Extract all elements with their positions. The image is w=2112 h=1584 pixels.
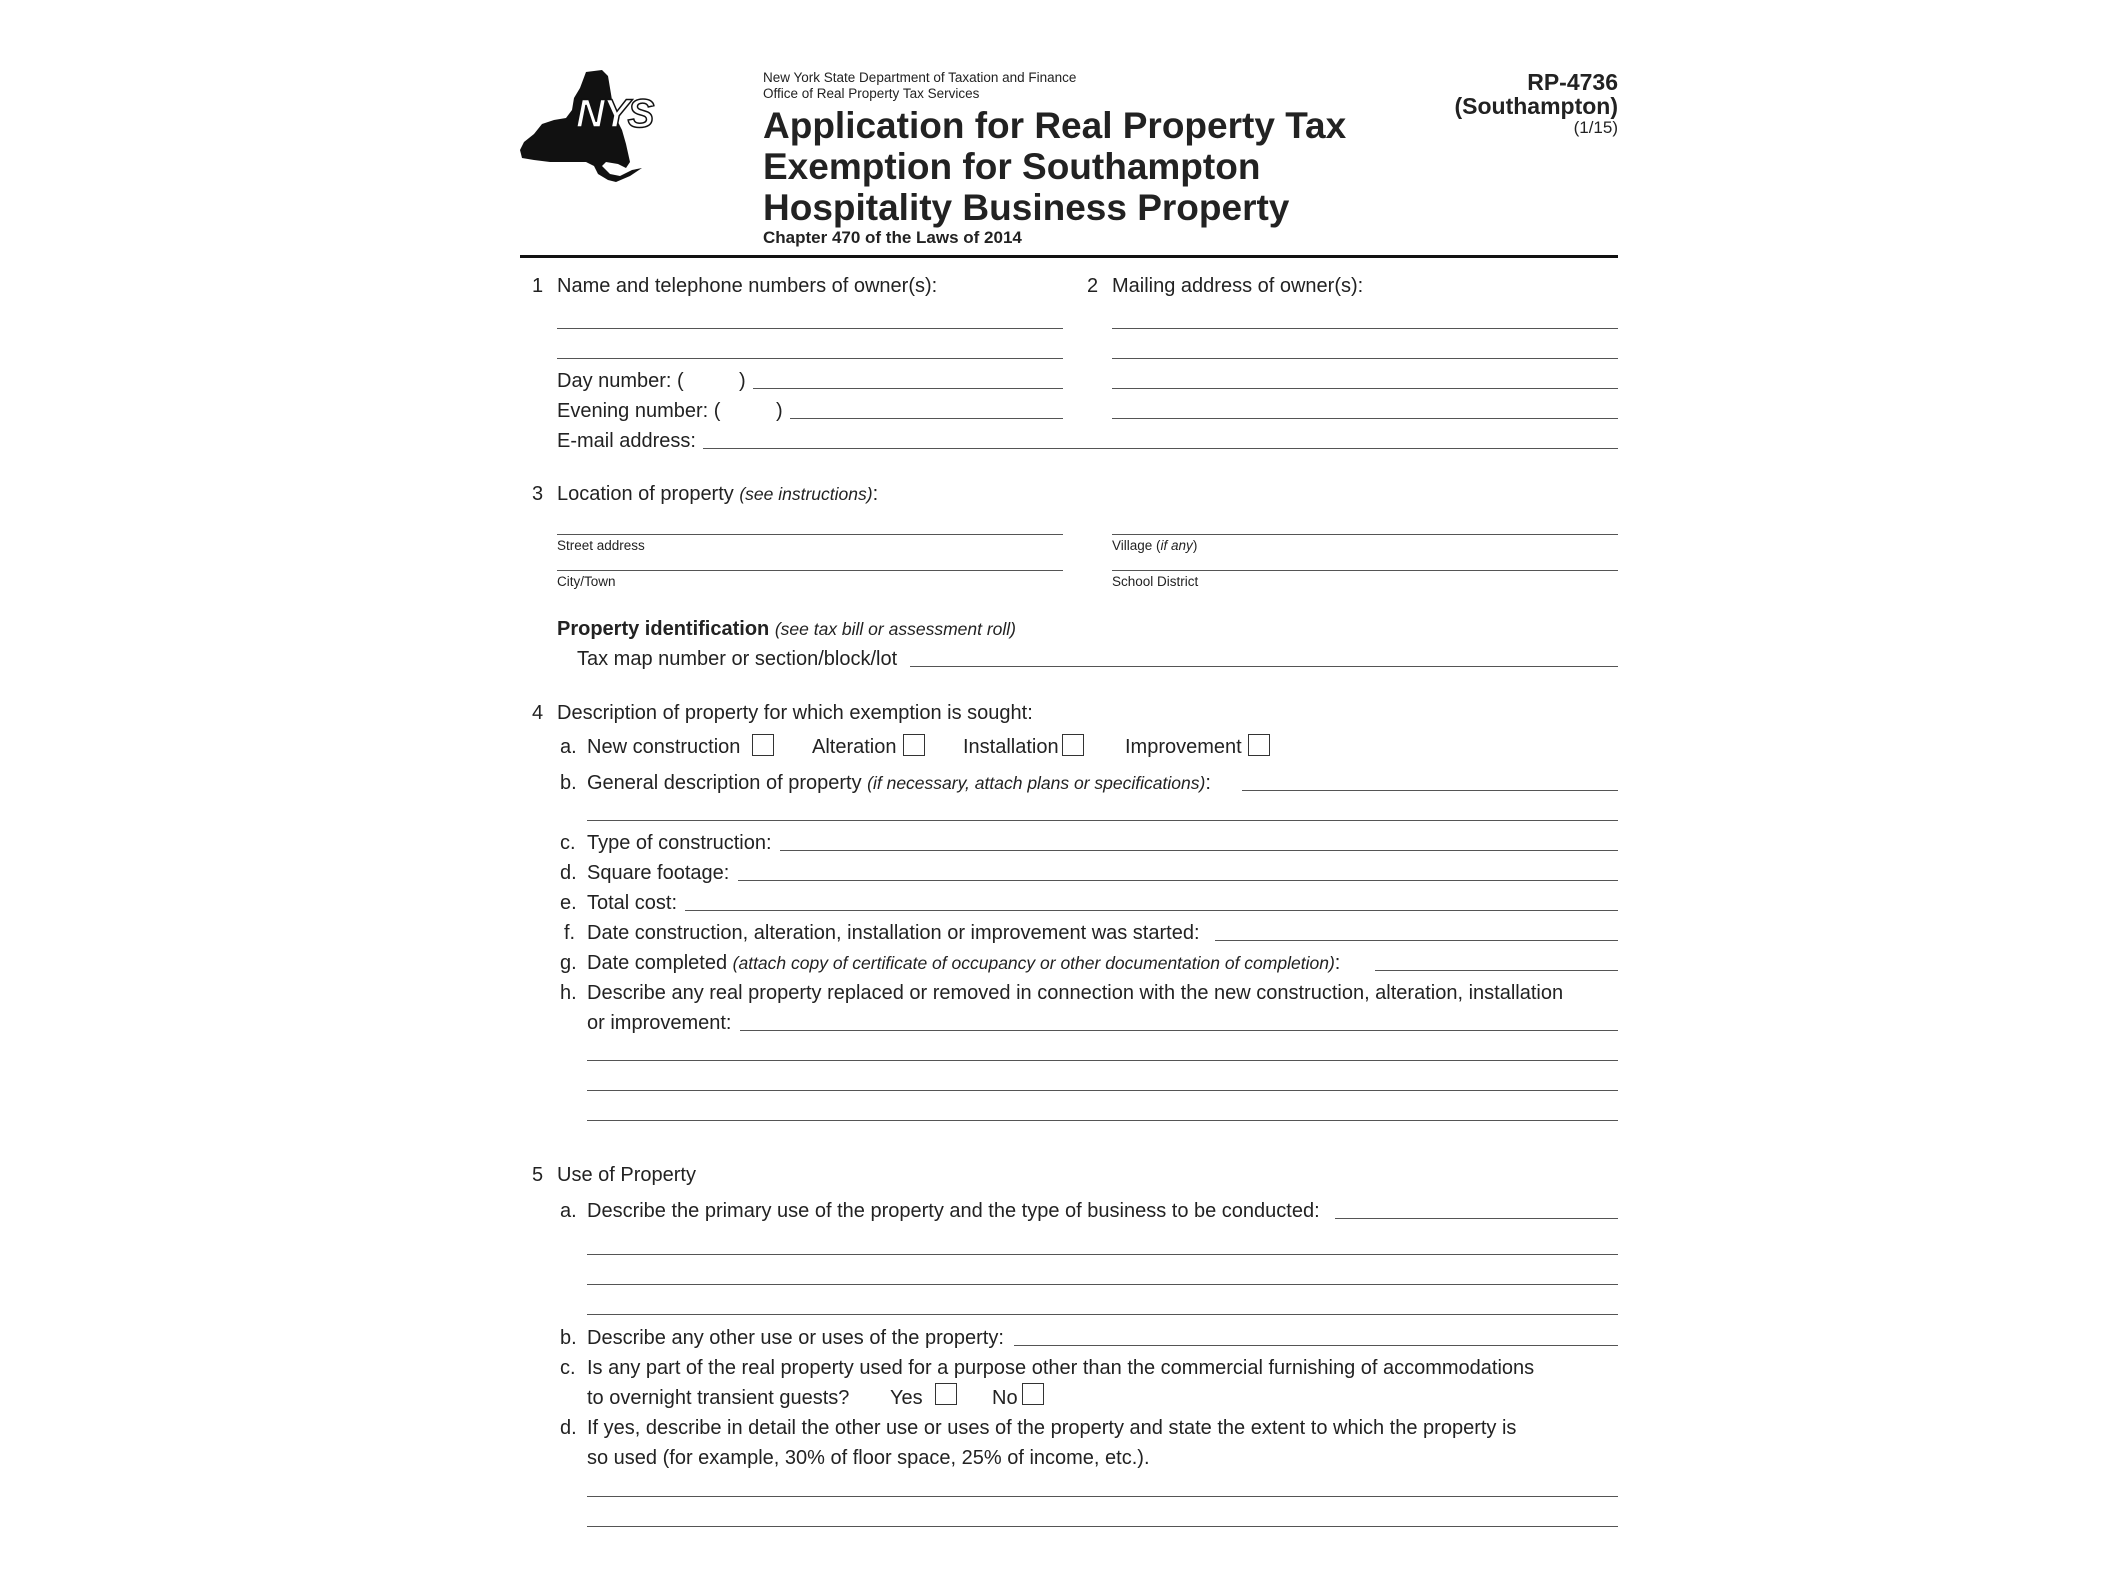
item-4d-letter: d. (560, 862, 577, 884)
date-started-field[interactable] (1215, 940, 1618, 941)
square-footage-field[interactable] (738, 880, 1618, 881)
type-of-construction-field[interactable] (780, 850, 1618, 851)
no-checkbox[interactable] (1022, 1383, 1044, 1405)
form-date: (1/15) (1573, 118, 1618, 137)
tax-map-label: Tax map number or section/block/lot (577, 648, 898, 670)
evening-number-close: ) (776, 400, 783, 422)
school-district-field[interactable] (1112, 570, 1618, 571)
total-cost-field[interactable] (685, 910, 1618, 911)
evening-number-label: Evening number: ( (557, 400, 721, 422)
day-number-field[interactable] (753, 388, 1063, 389)
mailing-address-field-3[interactable] (1112, 388, 1618, 389)
section-3-label: Location of property (see instructions): (557, 483, 879, 505)
form-number: RP-4736 (1527, 69, 1618, 95)
evening-number-field[interactable] (790, 418, 1063, 419)
dept-line-1: New York State Department of Taxation and Finance (763, 70, 1077, 85)
email-field[interactable] (703, 448, 1618, 449)
street-address-field[interactable] (557, 534, 1063, 535)
item-4b-label: General description of property (if necessary, attach plans or specifications): (587, 772, 1211, 794)
section-4-label: Description of property for which exemption is sought: (557, 702, 1033, 724)
property-identification-heading: Property identification (see tax bill or assessment roll) (557, 618, 1017, 640)
tax-map-field[interactable] (910, 666, 1618, 667)
alteration-checkbox[interactable] (903, 734, 925, 756)
mailing-address-field-1[interactable] (1112, 328, 1618, 329)
item-4f-letter: f. (564, 922, 576, 944)
general-description-field-2[interactable] (587, 820, 1618, 821)
section-3-number: 3 (532, 483, 544, 505)
new-construction-checkbox[interactable] (752, 734, 774, 756)
section-4-number: 4 (532, 702, 544, 724)
item-4a-letter: a. (560, 736, 577, 758)
item-5a-letter: a. (560, 1200, 577, 1222)
primary-use-field-4[interactable] (587, 1314, 1618, 1315)
school-district-caption: School District (1112, 574, 1199, 589)
street-address-caption: Street address (557, 538, 645, 553)
item-5d-line-1: If yes, describe in detail the other use or uses of the property and state the extent to which the property is (587, 1417, 1517, 1439)
header-rule (520, 255, 1618, 258)
owner-name-field-1[interactable] (557, 328, 1063, 329)
item-4c-letter: c. (560, 832, 576, 854)
general-description-field-1[interactable] (1242, 790, 1618, 791)
improvement-checkbox[interactable] (1248, 734, 1270, 756)
section-5-number: 5 (532, 1164, 544, 1186)
new-construction-label: New construction (587, 736, 741, 758)
section-2-number: 2 (1087, 275, 1099, 297)
mailing-address-field-4[interactable] (1112, 418, 1618, 419)
item-5c-line-1: Is any part of the real property used for a purpose other than the commercial furnishing of accommodations (587, 1357, 1535, 1379)
title-line-3: Hospitality Business Property (763, 187, 1290, 228)
item-4e-letter: e. (560, 892, 577, 914)
form-variant: (Southampton) (1454, 93, 1618, 119)
form-page (520, 60, 1618, 1560)
total-cost-label: Total cost: (587, 892, 678, 914)
logo-text: NYS (576, 92, 653, 136)
replaced-property-field-1[interactable] (740, 1030, 1618, 1031)
item-5d-line-2: so used (for example, 30% of floor space, 25% of income, etc.). (587, 1447, 1150, 1469)
type-of-construction-label: Type of construction: (587, 832, 772, 854)
item-4g-letter: g. (560, 952, 577, 974)
day-number-close: ) (739, 370, 746, 392)
village-field[interactable] (1112, 534, 1618, 535)
replaced-property-field-3[interactable] (587, 1090, 1618, 1091)
square-footage-label: Square footage: (587, 862, 730, 884)
installation-label: Installation (963, 736, 1059, 758)
other-use-detail-field-1[interactable] (587, 1496, 1618, 1497)
item-4h-line-2: or improvement: (587, 1012, 732, 1034)
alteration-label: Alteration (812, 736, 897, 758)
date-started-label: Date construction, alteration, installation or improvement was started: (587, 922, 1200, 944)
primary-use-field-1[interactable] (1335, 1218, 1618, 1219)
item-4b-letter: b. (560, 772, 577, 794)
item-5b-letter: b. (560, 1327, 577, 1349)
item-4h-line-1: Describe any real property replaced or removed in connection with the new construction, alteration, installation (587, 982, 1564, 1004)
yes-label: Yes (890, 1387, 923, 1409)
nys-logo (520, 70, 670, 185)
yes-checkbox[interactable] (935, 1383, 957, 1405)
date-completed-label: Date completed (attach copy of certificate of occupancy or other documentation of completion): (587, 952, 1341, 974)
other-use-detail-field-2[interactable] (587, 1526, 1618, 1527)
section-1-label: Name and telephone numbers of owner(s): (557, 275, 938, 297)
city-town-field[interactable] (557, 570, 1063, 571)
no-label: No (992, 1387, 1018, 1409)
improvement-label: Improvement (1125, 736, 1242, 758)
replaced-property-field-2[interactable] (587, 1060, 1618, 1061)
title-line-2: Exemption for Southampton (763, 146, 1261, 187)
village-caption: Village (if any) (1112, 538, 1198, 553)
dept-line-2: Office of Real Property Tax Services (763, 86, 980, 101)
item-5c-line-2: to overnight transient guests? (587, 1387, 850, 1409)
primary-use-field-2[interactable] (587, 1254, 1618, 1255)
primary-use-label: Describe the primary use of the property and the type of business to be conducted: (587, 1200, 1320, 1222)
replaced-property-field-4[interactable] (587, 1120, 1618, 1121)
date-completed-field[interactable] (1375, 970, 1618, 971)
section-5-label: Use of Property (557, 1164, 696, 1186)
other-use-field[interactable] (1014, 1345, 1618, 1346)
title-line-1: Application for Real Property Tax (763, 105, 1347, 146)
item-4h-letter: h. (560, 982, 577, 1004)
day-number-label: Day number: ( (557, 370, 684, 392)
section-2-label: Mailing address of owner(s): (1112, 275, 1364, 297)
section-1-number: 1 (532, 275, 544, 297)
primary-use-field-3[interactable] (587, 1284, 1618, 1285)
installation-checkbox[interactable] (1062, 734, 1084, 756)
item-5c-letter: c. (560, 1357, 576, 1379)
other-use-label: Describe any other use or uses of the property: (587, 1327, 1004, 1349)
mailing-address-field-2[interactable] (1112, 358, 1618, 359)
item-5d-letter: d. (560, 1417, 577, 1439)
subtitle: Chapter 470 of the Laws of 2014 (763, 228, 1022, 247)
city-town-caption: City/Town (557, 574, 616, 589)
owner-name-field-2[interactable] (557, 358, 1063, 359)
email-label: E-mail address: (557, 430, 696, 452)
